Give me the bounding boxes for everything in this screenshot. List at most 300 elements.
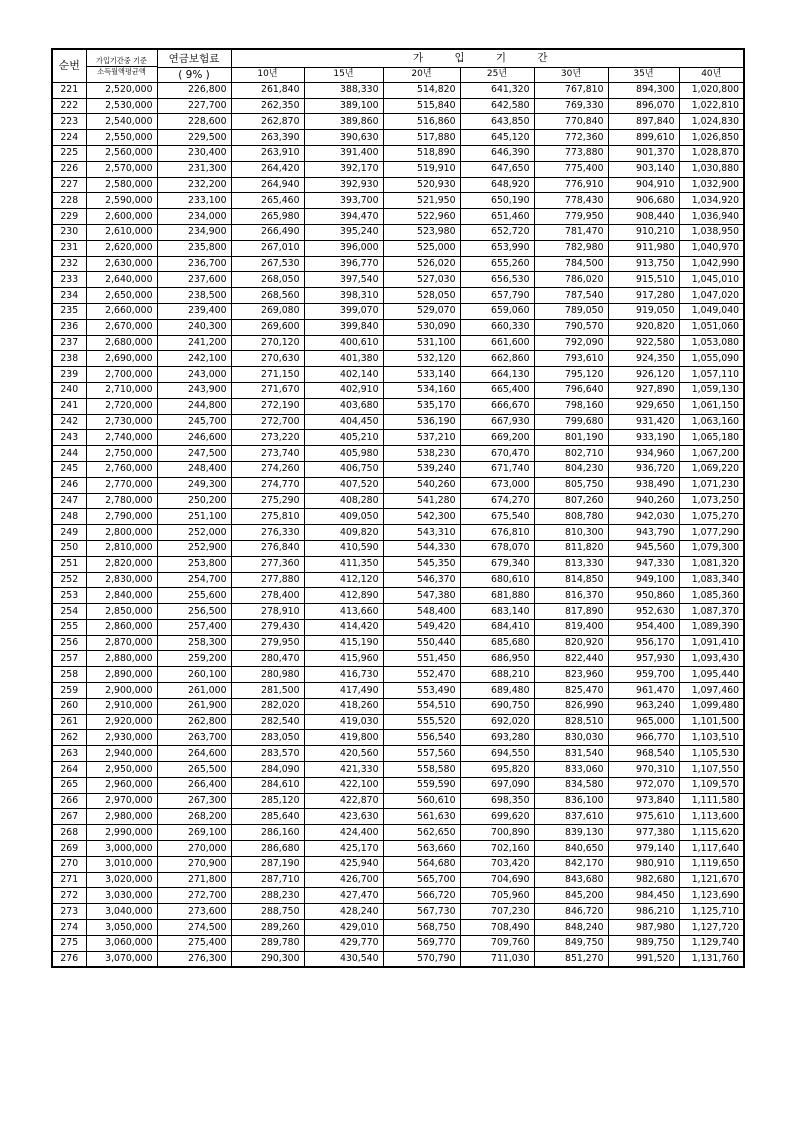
cell-premium: 261,900 bbox=[157, 698, 231, 714]
cell-y25: 650,190 bbox=[460, 193, 534, 209]
table-row bbox=[52, 841, 744, 857]
cell-income: 2,620,000 bbox=[86, 240, 157, 256]
cell-y10: 270,630 bbox=[231, 351, 304, 367]
cell-y20: 567,730 bbox=[383, 904, 460, 920]
cell-y30: 789,050 bbox=[534, 303, 608, 319]
cell-y10: 263,390 bbox=[231, 130, 304, 146]
cell-y20: 521,950 bbox=[383, 193, 460, 209]
cell-y20: 539,240 bbox=[383, 461, 460, 477]
cell-y20: 546,370 bbox=[383, 572, 460, 588]
table-row bbox=[52, 667, 744, 683]
cell-y15: 397,540 bbox=[304, 272, 383, 288]
cell-y10: 286,680 bbox=[231, 841, 304, 857]
cell-y40: 1,053,080 bbox=[679, 335, 744, 351]
cell-seq: 250 bbox=[52, 540, 86, 556]
cell-y25: 657,790 bbox=[460, 288, 534, 304]
cell-y30: 773,880 bbox=[534, 145, 608, 161]
cell-seq: 228 bbox=[52, 193, 86, 209]
cell-y30: 782,980 bbox=[534, 240, 608, 256]
cell-y35: 989,750 bbox=[608, 935, 679, 951]
cell-y20: 528,050 bbox=[383, 288, 460, 304]
cell-y35: 942,030 bbox=[608, 509, 679, 525]
cell-y25: 704,690 bbox=[460, 872, 534, 888]
table-row bbox=[52, 888, 744, 904]
cell-y15: 422,100 bbox=[304, 777, 383, 793]
header-premium: 연금보험료 bbox=[157, 49, 231, 68]
cell-y20: 540,260 bbox=[383, 477, 460, 493]
cell-y15: 400,610 bbox=[304, 335, 383, 351]
cell-y30: 801,190 bbox=[534, 430, 608, 446]
cell-seq: 225 bbox=[52, 145, 86, 161]
cell-y10: 288,750 bbox=[231, 904, 304, 920]
header-year-30: 30년 bbox=[534, 68, 608, 83]
cell-income: 2,760,000 bbox=[86, 461, 157, 477]
cell-y40: 1,125,710 bbox=[679, 904, 744, 920]
table-row bbox=[52, 635, 744, 651]
cell-y10: 278,910 bbox=[231, 604, 304, 620]
cell-y40: 1,071,230 bbox=[679, 477, 744, 493]
cell-y35: 952,630 bbox=[608, 604, 679, 620]
cell-premium: 266,400 bbox=[157, 777, 231, 793]
cell-income: 2,540,000 bbox=[86, 114, 157, 130]
cell-y30: 819,400 bbox=[534, 619, 608, 635]
cell-seq: 253 bbox=[52, 588, 86, 604]
cell-y40: 1,059,130 bbox=[679, 382, 744, 398]
cell-income: 2,720,000 bbox=[86, 398, 157, 414]
cell-y15: 406,750 bbox=[304, 461, 383, 477]
cell-y10: 269,600 bbox=[231, 319, 304, 335]
cell-y40: 1,045,010 bbox=[679, 272, 744, 288]
cell-y35: 968,540 bbox=[608, 746, 679, 762]
cell-income: 2,670,000 bbox=[86, 319, 157, 335]
table-row bbox=[52, 904, 744, 920]
cell-premium: 248,400 bbox=[157, 461, 231, 477]
cell-premium: 242,100 bbox=[157, 351, 231, 367]
cell-y15: 402,910 bbox=[304, 382, 383, 398]
cell-y10: 285,120 bbox=[231, 793, 304, 809]
cell-y30: 772,360 bbox=[534, 130, 608, 146]
cell-y25: 688,210 bbox=[460, 667, 534, 683]
cell-y10: 266,490 bbox=[231, 224, 304, 240]
cell-y40: 1,111,580 bbox=[679, 793, 744, 809]
cell-premium: 234,900 bbox=[157, 224, 231, 240]
cell-y35: 933,190 bbox=[608, 430, 679, 446]
table-row bbox=[52, 651, 744, 667]
cell-income: 2,600,000 bbox=[86, 209, 157, 225]
cell-y35: 919,050 bbox=[608, 303, 679, 319]
cell-seq: 234 bbox=[52, 288, 86, 304]
cell-premium: 235,800 bbox=[157, 240, 231, 256]
pension-table bbox=[51, 48, 745, 968]
cell-y35: 979,140 bbox=[608, 841, 679, 857]
table-row bbox=[52, 446, 744, 462]
table-row bbox=[52, 382, 744, 398]
cell-y15: 394,470 bbox=[304, 209, 383, 225]
cell-y25: 678,070 bbox=[460, 540, 534, 556]
cell-premium: 236,700 bbox=[157, 256, 231, 272]
cell-y20: 533,140 bbox=[383, 367, 460, 383]
cell-y20: 541,280 bbox=[383, 493, 460, 509]
cell-y25: 642,580 bbox=[460, 98, 534, 114]
cell-y20: 553,490 bbox=[383, 683, 460, 699]
cell-seq: 238 bbox=[52, 351, 86, 367]
cell-income: 2,700,000 bbox=[86, 367, 157, 383]
cell-y20: 534,160 bbox=[383, 382, 460, 398]
cell-premium: 272,700 bbox=[157, 888, 231, 904]
cell-y25: 671,740 bbox=[460, 461, 534, 477]
cell-premium: 276,300 bbox=[157, 951, 231, 967]
cell-y40: 1,061,150 bbox=[679, 398, 744, 414]
cell-y40: 1,051,060 bbox=[679, 319, 744, 335]
cell-income: 2,640,000 bbox=[86, 272, 157, 288]
cell-income: 2,580,000 bbox=[86, 177, 157, 193]
cell-y10: 289,780 bbox=[231, 935, 304, 951]
cell-premium: 273,600 bbox=[157, 904, 231, 920]
cell-income: 2,890,000 bbox=[86, 667, 157, 683]
cell-y10: 261,840 bbox=[231, 82, 304, 98]
cell-premium: 237,600 bbox=[157, 272, 231, 288]
cell-y35: 977,380 bbox=[608, 825, 679, 841]
cell-y25: 656,530 bbox=[460, 272, 534, 288]
cell-y20: 547,380 bbox=[383, 588, 460, 604]
cell-y25: 660,330 bbox=[460, 319, 534, 335]
cell-income: 2,570,000 bbox=[86, 161, 157, 177]
cell-y35: 920,820 bbox=[608, 319, 679, 335]
table-row bbox=[52, 224, 744, 240]
cell-seq: 249 bbox=[52, 525, 86, 541]
cell-y40: 1,022,810 bbox=[679, 98, 744, 114]
table-row bbox=[52, 193, 744, 209]
cell-income: 2,740,000 bbox=[86, 430, 157, 446]
cell-y35: 904,910 bbox=[608, 177, 679, 193]
cell-y15: 412,120 bbox=[304, 572, 383, 588]
cell-income: 2,870,000 bbox=[86, 635, 157, 651]
cell-income: 2,790,000 bbox=[86, 509, 157, 525]
cell-y30: 826,990 bbox=[534, 698, 608, 714]
table-row bbox=[52, 209, 744, 225]
cell-y25: 673,000 bbox=[460, 477, 534, 493]
cell-y40: 1,073,250 bbox=[679, 493, 744, 509]
cell-y10: 279,950 bbox=[231, 635, 304, 651]
cell-premium: 243,900 bbox=[157, 382, 231, 398]
cell-y10: 268,050 bbox=[231, 272, 304, 288]
cell-y25: 695,820 bbox=[460, 762, 534, 778]
cell-y40: 1,095,440 bbox=[679, 667, 744, 683]
cell-y25: 692,020 bbox=[460, 714, 534, 730]
cell-income: 2,970,000 bbox=[86, 793, 157, 809]
cell-y10: 273,220 bbox=[231, 430, 304, 446]
cell-y15: 420,560 bbox=[304, 746, 383, 762]
cell-y10: 275,290 bbox=[231, 493, 304, 509]
cell-y10: 282,020 bbox=[231, 698, 304, 714]
cell-y20: 526,020 bbox=[383, 256, 460, 272]
cell-y30: 767,810 bbox=[534, 82, 608, 98]
table-row bbox=[52, 746, 744, 762]
cell-y25: 709,760 bbox=[460, 935, 534, 951]
cell-y30: 851,270 bbox=[534, 951, 608, 967]
cell-y40: 1,020,800 bbox=[679, 82, 744, 98]
cell-y25: 702,160 bbox=[460, 841, 534, 857]
cell-y10: 271,150 bbox=[231, 367, 304, 383]
cell-income: 3,020,000 bbox=[86, 872, 157, 888]
cell-y15: 411,350 bbox=[304, 556, 383, 572]
cell-y10: 274,770 bbox=[231, 477, 304, 493]
table-row bbox=[52, 825, 744, 841]
cell-y15: 408,280 bbox=[304, 493, 383, 509]
cell-seq: 276 bbox=[52, 951, 86, 967]
cell-y25: 694,550 bbox=[460, 746, 534, 762]
cell-y30: 825,470 bbox=[534, 683, 608, 699]
cell-seq: 260 bbox=[52, 698, 86, 714]
cell-y10: 288,230 bbox=[231, 888, 304, 904]
cell-y30: 842,170 bbox=[534, 856, 608, 872]
cell-income: 2,590,000 bbox=[86, 193, 157, 209]
cell-y15: 427,470 bbox=[304, 888, 383, 904]
table-row bbox=[52, 604, 744, 620]
table-row bbox=[52, 525, 744, 541]
header-year-20: 20년 bbox=[383, 68, 460, 83]
cell-premium: 241,200 bbox=[157, 335, 231, 351]
cell-y25: 707,230 bbox=[460, 904, 534, 920]
table-row bbox=[52, 288, 744, 304]
cell-y35: 980,910 bbox=[608, 856, 679, 872]
cell-y15: 413,660 bbox=[304, 604, 383, 620]
cell-premium: 233,100 bbox=[157, 193, 231, 209]
cell-y15: 428,240 bbox=[304, 904, 383, 920]
cell-y30: 770,840 bbox=[534, 114, 608, 130]
cell-y40: 1,123,690 bbox=[679, 888, 744, 904]
cell-premium: 261,000 bbox=[157, 683, 231, 699]
cell-y20: 561,630 bbox=[383, 809, 460, 825]
table-row bbox=[52, 493, 744, 509]
cell-premium: 239,400 bbox=[157, 303, 231, 319]
cell-y30: 845,200 bbox=[534, 888, 608, 904]
table-row bbox=[52, 114, 744, 130]
cell-income: 3,010,000 bbox=[86, 856, 157, 872]
cell-y20: 570,790 bbox=[383, 951, 460, 967]
cell-y25: 686,950 bbox=[460, 651, 534, 667]
cell-y40: 1,103,510 bbox=[679, 730, 744, 746]
cell-seq: 244 bbox=[52, 446, 86, 462]
header-income-top: 가입기간중 기준 bbox=[96, 55, 147, 65]
cell-y30: 807,260 bbox=[534, 493, 608, 509]
cell-y15: 392,170 bbox=[304, 161, 383, 177]
cell-seq: 268 bbox=[52, 825, 86, 841]
cell-seq: 272 bbox=[52, 888, 86, 904]
cell-y30: 779,950 bbox=[534, 209, 608, 225]
table-row bbox=[52, 777, 744, 793]
cell-y40: 1,042,990 bbox=[679, 256, 744, 272]
cell-y35: 947,330 bbox=[608, 556, 679, 572]
cell-premium: 269,100 bbox=[157, 825, 231, 841]
table-row bbox=[52, 588, 744, 604]
cell-premium: 252,900 bbox=[157, 540, 231, 556]
cell-y30: 784,500 bbox=[534, 256, 608, 272]
cell-y15: 388,330 bbox=[304, 82, 383, 98]
cell-income: 2,660,000 bbox=[86, 303, 157, 319]
cell-y20: 555,520 bbox=[383, 714, 460, 730]
cell-y30: 795,120 bbox=[534, 367, 608, 383]
cell-premium: 256,500 bbox=[157, 604, 231, 620]
cell-y20: 560,610 bbox=[383, 793, 460, 809]
cell-y35: 966,770 bbox=[608, 730, 679, 746]
cell-income: 2,630,000 bbox=[86, 256, 157, 272]
cell-y30: 776,910 bbox=[534, 177, 608, 193]
cell-y30: 792,090 bbox=[534, 335, 608, 351]
cell-income: 3,060,000 bbox=[86, 935, 157, 951]
cell-income: 2,750,000 bbox=[86, 446, 157, 462]
cell-y20: 542,300 bbox=[383, 509, 460, 525]
cell-y15: 423,630 bbox=[304, 809, 383, 825]
cell-y35: 901,370 bbox=[608, 145, 679, 161]
cell-premium: 230,400 bbox=[157, 145, 231, 161]
cell-y30: 813,330 bbox=[534, 556, 608, 572]
cell-seq: 258 bbox=[52, 667, 86, 683]
cell-y35: 984,450 bbox=[608, 888, 679, 904]
table-row bbox=[52, 335, 744, 351]
cell-y15: 389,860 bbox=[304, 114, 383, 130]
cell-y10: 282,540 bbox=[231, 714, 304, 730]
table-row bbox=[52, 698, 744, 714]
cell-y10: 272,190 bbox=[231, 398, 304, 414]
cell-income: 2,730,000 bbox=[86, 414, 157, 430]
table-row bbox=[52, 572, 744, 588]
cell-y25: 667,930 bbox=[460, 414, 534, 430]
cell-y40: 1,085,360 bbox=[679, 588, 744, 604]
cell-y35: 936,720 bbox=[608, 461, 679, 477]
table-row bbox=[52, 509, 744, 525]
cell-y40: 1,117,640 bbox=[679, 841, 744, 857]
cell-y15: 416,730 bbox=[304, 667, 383, 683]
cell-y20: 525,000 bbox=[383, 240, 460, 256]
cell-y15: 399,070 bbox=[304, 303, 383, 319]
cell-premium: 270,000 bbox=[157, 841, 231, 857]
cell-y35: 954,400 bbox=[608, 619, 679, 635]
cell-seq: 265 bbox=[52, 777, 86, 793]
cell-seq: 237 bbox=[52, 335, 86, 351]
cell-y30: 820,920 bbox=[534, 635, 608, 651]
cell-y25: 685,680 bbox=[460, 635, 534, 651]
table-row bbox=[52, 130, 744, 146]
cell-y15: 410,590 bbox=[304, 540, 383, 556]
table-row bbox=[52, 351, 744, 367]
cell-y10: 287,710 bbox=[231, 872, 304, 888]
cell-y30: 793,610 bbox=[534, 351, 608, 367]
cell-y15: 419,800 bbox=[304, 730, 383, 746]
cell-seq: 227 bbox=[52, 177, 86, 193]
cell-income: 2,520,000 bbox=[86, 82, 157, 98]
cell-seq: 240 bbox=[52, 382, 86, 398]
cell-y15: 430,540 bbox=[304, 951, 383, 967]
header-period: 가 입 기 간 bbox=[231, 49, 744, 68]
cell-y40: 1,087,370 bbox=[679, 604, 744, 620]
cell-income: 2,560,000 bbox=[86, 145, 157, 161]
cell-y25: 697,090 bbox=[460, 777, 534, 793]
cell-seq: 252 bbox=[52, 572, 86, 588]
cell-premium: 227,700 bbox=[157, 98, 231, 114]
cell-y35: 913,750 bbox=[608, 256, 679, 272]
cell-y30: 808,780 bbox=[534, 509, 608, 525]
cell-seq: 263 bbox=[52, 746, 86, 762]
cell-y40: 1,028,870 bbox=[679, 145, 744, 161]
cell-y10: 289,260 bbox=[231, 920, 304, 936]
cell-y20: 535,170 bbox=[383, 398, 460, 414]
cell-y25: 680,610 bbox=[460, 572, 534, 588]
cell-y15: 396,000 bbox=[304, 240, 383, 256]
table-row bbox=[52, 793, 744, 809]
cell-premium: 259,200 bbox=[157, 651, 231, 667]
cell-y25: 659,060 bbox=[460, 303, 534, 319]
cell-income: 2,680,000 bbox=[86, 335, 157, 351]
header-year-35: 35년 bbox=[608, 68, 679, 83]
header-year-40: 40년 bbox=[679, 68, 744, 83]
cell-y20: 549,420 bbox=[383, 619, 460, 635]
cell-premium: 245,700 bbox=[157, 414, 231, 430]
cell-y20: 520,930 bbox=[383, 177, 460, 193]
cell-y35: 945,560 bbox=[608, 540, 679, 556]
table-row bbox=[52, 477, 744, 493]
table-row bbox=[52, 303, 744, 319]
cell-y25: 693,280 bbox=[460, 730, 534, 746]
cell-y20: 531,100 bbox=[383, 335, 460, 351]
cell-y35: 906,680 bbox=[608, 193, 679, 209]
cell-y20: 514,820 bbox=[383, 82, 460, 98]
cell-y20: 543,310 bbox=[383, 525, 460, 541]
header-year-15: 15년 bbox=[304, 68, 383, 83]
cell-y20: 518,890 bbox=[383, 145, 460, 161]
cell-y15: 417,490 bbox=[304, 683, 383, 699]
cell-seq: 251 bbox=[52, 556, 86, 572]
cell-y35: 982,680 bbox=[608, 872, 679, 888]
cell-seq: 262 bbox=[52, 730, 86, 746]
cell-y25: 641,320 bbox=[460, 82, 534, 98]
cell-y25: 683,140 bbox=[460, 604, 534, 620]
cell-y35: 931,420 bbox=[608, 414, 679, 430]
cell-y20: 569,770 bbox=[383, 935, 460, 951]
cell-y10: 281,500 bbox=[231, 683, 304, 699]
cell-premium: 238,500 bbox=[157, 288, 231, 304]
cell-y40: 1,105,530 bbox=[679, 746, 744, 762]
cell-y25: 681,880 bbox=[460, 588, 534, 604]
cell-y20: 552,470 bbox=[383, 667, 460, 683]
cell-y40: 1,097,460 bbox=[679, 683, 744, 699]
cell-income: 2,780,000 bbox=[86, 493, 157, 509]
cell-y15: 418,260 bbox=[304, 698, 383, 714]
cell-income: 2,820,000 bbox=[86, 556, 157, 572]
cell-y35: 963,240 bbox=[608, 698, 679, 714]
cell-y15: 424,400 bbox=[304, 825, 383, 841]
cell-y40: 1,032,900 bbox=[679, 177, 744, 193]
cell-premium: 231,300 bbox=[157, 161, 231, 177]
cell-y35: 899,610 bbox=[608, 130, 679, 146]
table-row bbox=[52, 556, 744, 572]
cell-seq: 248 bbox=[52, 509, 86, 525]
cell-y10: 272,700 bbox=[231, 414, 304, 430]
table-row bbox=[52, 240, 744, 256]
cell-seq: 232 bbox=[52, 256, 86, 272]
cell-y25: 662,860 bbox=[460, 351, 534, 367]
cell-y15: 426,700 bbox=[304, 872, 383, 888]
cell-premium: 240,300 bbox=[157, 319, 231, 335]
cell-y10: 276,840 bbox=[231, 540, 304, 556]
cell-y30: 811,820 bbox=[534, 540, 608, 556]
cell-y15: 429,770 bbox=[304, 935, 383, 951]
cell-y10: 286,160 bbox=[231, 825, 304, 841]
cell-y30: 837,610 bbox=[534, 809, 608, 825]
cell-y10: 269,080 bbox=[231, 303, 304, 319]
cell-premium: 274,500 bbox=[157, 920, 231, 936]
cell-y35: 927,890 bbox=[608, 382, 679, 398]
